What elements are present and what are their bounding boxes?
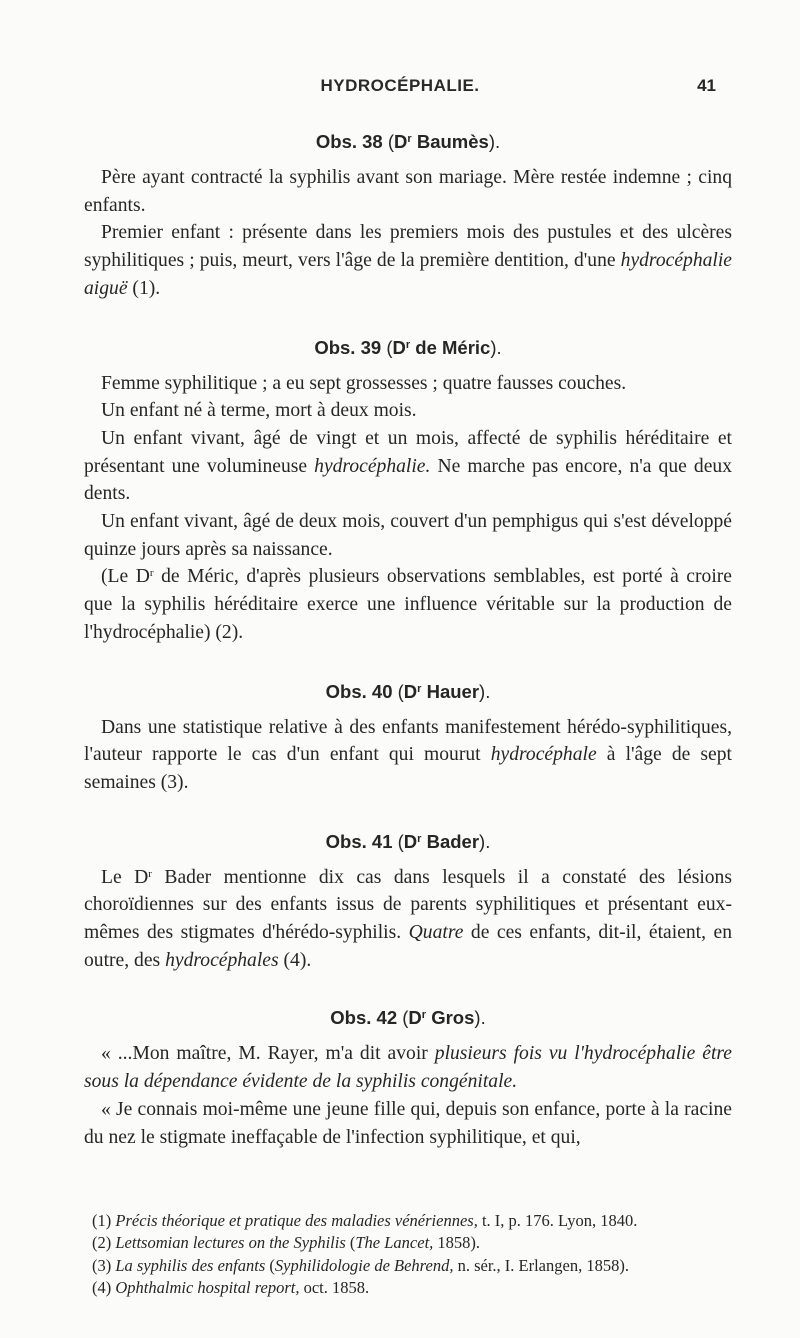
running-head <box>0 76 800 98</box>
italic-text: Quatre <box>408 922 464 944</box>
doctor-title: D <box>392 336 406 358</box>
doctor-title: D <box>403 830 418 852</box>
italic-text: hydrocéphales <box>165 949 279 971</box>
text-run: Femme syphilitique ; a eu sept grossesses ; quatre fausses couches. <box>101 372 627 394</box>
superscript: r <box>148 867 152 880</box>
text-run: Le D <box>101 866 149 888</box>
observation-number: Obs. 38 <box>315 131 383 152</box>
paragraph <box>84 864 732 975</box>
footnote <box>84 1210 732 1232</box>
observation-heading <box>84 678 732 705</box>
text-run: à l'âge de sept semaines (3). <box>84 744 732 793</box>
italic-text: Lettsomian lectures on the Syphilis <box>115 1233 346 1253</box>
italic-text: Précis théorique et pratique des maladies vénériennes, <box>115 1211 478 1230</box>
observation-obs41 <box>84 828 732 975</box>
paragraph <box>84 219 732 302</box>
italic-text: La syphilis des enfants <box>115 1255 266 1275</box>
paragraph <box>84 1040 732 1095</box>
doctor-title-superscript: r <box>407 133 412 145</box>
footnote <box>84 1232 732 1254</box>
text-run: Un enfant vivant, âgé de vingt et un mois, affecté de syphilis héréditaire et présentant une volumineuse <box>84 427 732 477</box>
close-paren: ). <box>490 336 502 358</box>
italic-text: hydrocéphale <box>490 744 597 766</box>
text-run: oct. 1858. <box>299 1277 370 1297</box>
close-paren: ). <box>479 830 491 852</box>
text-run: « ...Mon maître, M. Rayer, m'a dit avoir <box>101 1043 435 1065</box>
text-run: de Méric, d'après plusieurs observations semblables, est porté à croire que la syphilis héréditaire exerce une influence véritable sur la production de l'hydrocéphalie) (2). <box>84 566 732 643</box>
superscript: r <box>149 567 154 580</box>
text-run: Premier enfant : présente dans les premiers mois des pustules et des ulcères syphilitiques ; puis, meurt, vers l'âge de la première dentition, d'une <box>84 222 732 272</box>
text-run: de ces enfants, dit-il, étaient, en outre, des <box>84 922 732 971</box>
page-number: 41 <box>697 76 716 95</box>
paragraph <box>84 714 732 797</box>
paragraph <box>84 370 732 398</box>
running-title: HYDROCÉPHALIE. <box>320 76 480 95</box>
close-paren: ). <box>488 131 501 152</box>
doctor-title: D <box>394 131 408 152</box>
observation-obs42 <box>84 1004 732 1151</box>
text-run: Père ayant contracté la syphilis avant son mariage. Mère restée indemne ; cinq enfants. <box>84 167 732 216</box>
paragraph <box>84 1096 732 1151</box>
observation-number: Obs. 42 <box>330 1007 398 1029</box>
observation-number: Obs. 41 <box>325 830 393 852</box>
observation-heading <box>84 1004 732 1031</box>
text-run: (1) <box>92 1211 116 1230</box>
footnotes <box>84 1210 732 1299</box>
observation-heading <box>84 828 732 855</box>
doctor-name: Baumès <box>416 131 489 152</box>
open-paren: ( <box>387 131 395 152</box>
doctor-title-superscript: r <box>405 338 411 351</box>
text-run: t. I, p. 176. Lyon, 1840. <box>477 1211 638 1230</box>
open-paren: ( <box>397 680 404 702</box>
doctor-title: D <box>408 1007 422 1029</box>
open-paren: ( <box>386 336 393 358</box>
paragraph <box>84 397 732 425</box>
doctor-title: D <box>403 680 418 702</box>
observation-obs39 <box>84 334 732 647</box>
italic-text: hydrocéphalie aiguë <box>84 250 732 299</box>
text-run: Un enfant né à terme, mort à deux mois. <box>101 400 417 422</box>
text-run: (4). <box>278 949 312 971</box>
observation-heading <box>84 334 732 361</box>
paragraph <box>84 425 732 508</box>
text-run: (Le D <box>101 566 150 588</box>
doctor-name: Hauer <box>426 680 480 702</box>
open-paren: ( <box>397 830 404 852</box>
open-paren: ( <box>402 1007 409 1029</box>
doctor-title-superscript: r <box>417 832 422 845</box>
observation-heading <box>84 128 732 155</box>
text-run: (3) <box>92 1255 116 1275</box>
text-run: ( <box>345 1233 356 1253</box>
paragraph <box>84 508 732 563</box>
observation-number: Obs. 39 <box>314 336 382 358</box>
text-run: ( <box>265 1255 275 1275</box>
footnote <box>84 1277 732 1299</box>
doctor-title-superscript: r <box>417 682 422 695</box>
italic-text: Syphilidologie de Behrend, <box>274 1255 454 1275</box>
italic-text: The Lancet, <box>355 1233 434 1253</box>
close-paren: ). <box>474 1007 486 1029</box>
italic-text: Ophthalmic hospital report, <box>115 1277 300 1297</box>
doctor-name: Gros <box>431 1007 475 1029</box>
doctor-name: Bader <box>426 830 480 852</box>
text-run: Un enfant vivant, âgé de deux mois, couvert d'un pemphigus qui s'est développé quinze jours après sa naissance. <box>84 511 732 560</box>
doctor-title-superscript: r <box>421 1009 427 1022</box>
text-run: 1858). <box>433 1233 481 1253</box>
paragraph <box>84 563 732 646</box>
text-run: Dans une statistique relative à des enfants manifestement hérédo-syphilitiques, l'auteur rapporte le cas d'un enfant qui mourut <box>84 716 732 766</box>
doctor-name: de Méric <box>415 336 491 358</box>
main-text <box>84 128 732 1182</box>
text-run: « Je connais moi-même une jeune fille qui, depuis son enfance, porte à la racine du nez le stigmate ineffaçable de l'infection syphilitique, et qui, <box>84 1098 732 1148</box>
text-run: Bader mentionne dix cas dans lesquels il a constaté des lésions choroïdiennes sur des enfants issus de parents syphilitiques et présentant eux-mêmes des stigmates d'hérédo-syphilis. <box>84 866 732 944</box>
observation-obs40 <box>84 678 732 797</box>
footnote <box>84 1255 732 1277</box>
italic-text: plusieurs fois vu l'hydrocéphalie être sous la dépendance évidente de la syphilis congénitale. <box>84 1043 732 1093</box>
text-run: n. sér., I. Erlangen, 1858). <box>453 1255 629 1275</box>
text-run: (2) <box>92 1233 116 1253</box>
paragraph <box>84 164 732 219</box>
text-run: (4) <box>92 1277 116 1297</box>
observation-number: Obs. 40 <box>325 680 393 702</box>
observation-obs38 <box>84 128 732 303</box>
text-run: Ne marche pas encore, n'a que deux dents. <box>84 455 732 505</box>
close-paren: ). <box>479 680 491 702</box>
text-run: (1). <box>127 277 161 299</box>
italic-text: hydrocéphalie. <box>314 455 431 477</box>
